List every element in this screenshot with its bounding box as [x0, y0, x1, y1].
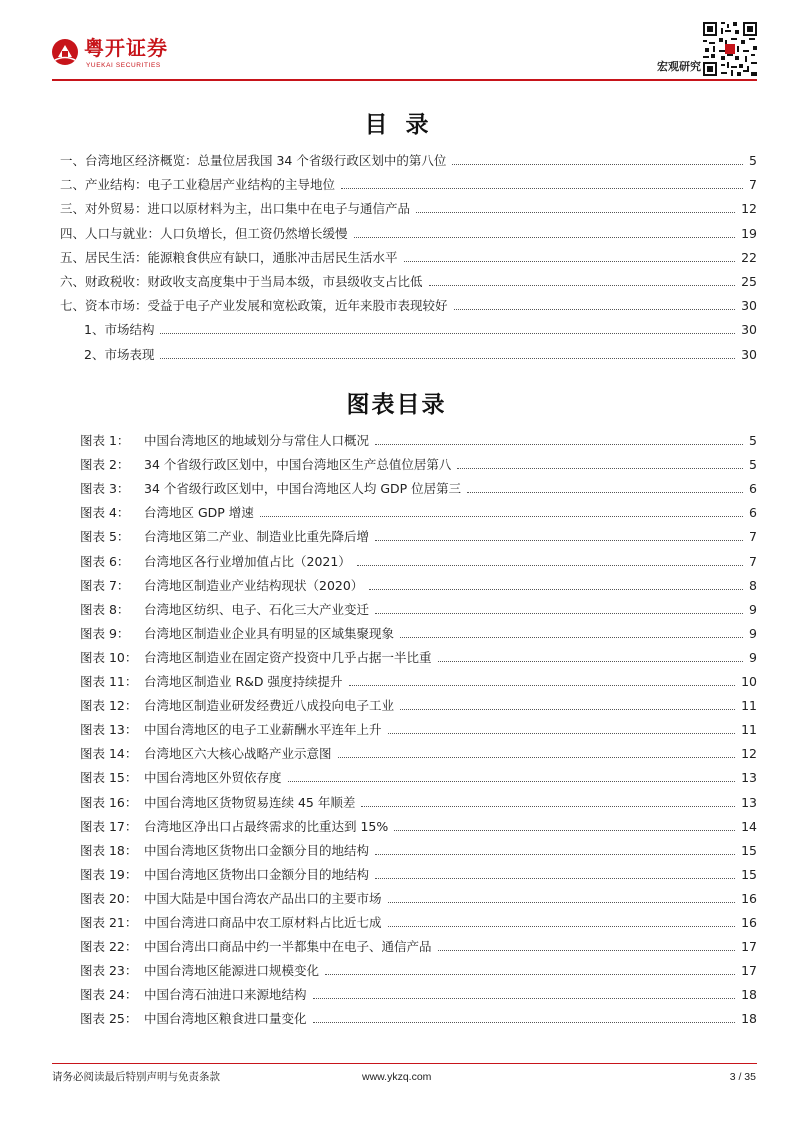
figure-caption: 台湾地区制造业 R&D 强度持续提升 [144, 674, 343, 689]
figure-entry-page: 7 [749, 553, 757, 569]
figure-entry-title [80, 674, 343, 690]
figure-entry[interactable] [80, 626, 757, 642]
leader-dots [438, 660, 744, 662]
leader-dots [400, 636, 743, 638]
toc-entry-title: 六、财政税收：财政收支高度集中于当局本级，市县级收支占比低 [60, 274, 423, 289]
figure-label: 图表 5： [80, 529, 130, 545]
leader-dots [394, 829, 735, 831]
figure-entry[interactable] [80, 1011, 757, 1027]
figure-caption: 台湾地区第二产业、制造业比重先降后增 [144, 529, 370, 545]
leader-dots [375, 443, 743, 445]
figure-label: 图表 16： [80, 794, 138, 810]
figure-entry-page: 12 [741, 746, 757, 762]
figure-label: 图表 17： [80, 818, 138, 834]
figure-label: 图表 24： [80, 987, 138, 1003]
figure-label: 图表 9： [80, 625, 130, 641]
figure-entry[interactable] [80, 915, 757, 931]
toc-subentry-title: 2、市场表现 [84, 346, 155, 362]
figure-entry-title [80, 626, 394, 642]
figure-entry[interactable] [80, 578, 757, 594]
figure-entry-page: 11 [741, 722, 757, 738]
leader-dots [260, 515, 743, 517]
figure-entry-title [80, 867, 369, 883]
figure-label: 图表 8： [80, 601, 130, 617]
figure-entry-page: 15 [741, 866, 757, 882]
figure-entry-title [80, 650, 432, 666]
figure-caption: 台湾地区制造业产业结构现状（2020） [144, 577, 364, 593]
figure-caption: 台湾地区净出口占最终需求的比重达到 15% [144, 818, 389, 834]
toc-subentry-page: 30 [741, 322, 757, 338]
figure-entry-page: 5 [749, 433, 757, 448]
figure-caption: 台湾地区制造业在固定资产投资中几乎占据一半比重 [144, 649, 432, 665]
figure-entry-title [80, 529, 369, 545]
figure-label: 图表 19： [80, 866, 138, 882]
figure-entry-title [80, 698, 394, 714]
figure-entry-title [80, 843, 369, 859]
figure-caption: 中国台湾地区外贸依存度 [144, 770, 282, 786]
toc-entry-title: 五、居民生活：能源粮食供应有缺口，通胀冲击居民生活水平 [60, 249, 398, 265]
toc-entry[interactable] [60, 153, 757, 169]
toc-entry-title: 四、人口与就业：人口负增长，但工资仍然增长缓慢 [60, 225, 348, 241]
leader-dots [375, 612, 743, 614]
header-divider [52, 79, 757, 81]
leader-dots [313, 997, 736, 999]
toc-entry-title: 一、台湾地区经济概览：总量位居我国 34 个省级行政区划中的第八位 [60, 153, 447, 168]
figure-entry[interactable] [80, 987, 757, 1003]
figure-caption: 34 个省级行政区划中，中国台湾地区人均 GDP 位居第三 [144, 481, 462, 497]
figure-entry-title [80, 602, 369, 618]
toc-entry[interactable] [60, 177, 757, 193]
qr-code-icon [703, 22, 757, 76]
figure-caption: 中国台湾地区的电子工业薪酬水平连年上升 [144, 722, 382, 738]
figure-caption: 中国台湾地区的地域划分与常住人口概况 [144, 433, 370, 448]
leader-dots [160, 357, 735, 359]
figure-label: 图表 6： [80, 553, 130, 569]
figure-caption: 台湾地区制造业研发经费近八成投向电子工业 [144, 698, 395, 714]
figure-caption: 中国台湾地区货物出口金额分目的地结构 [144, 842, 370, 858]
toc-entry-page: 30 [741, 298, 757, 314]
toc-entry-page: 7 [749, 177, 757, 193]
figure-label: 图表 12： [80, 698, 138, 714]
figure-entry-page: 13 [741, 794, 757, 810]
figure-label: 图表 14： [80, 746, 138, 762]
toc-subentry[interactable] [84, 322, 757, 338]
leader-dots [452, 163, 743, 165]
figure-entry-title [80, 554, 351, 570]
figure-label: 图表 11： [80, 674, 138, 689]
leader-dots [400, 708, 735, 710]
leader-dots [388, 732, 736, 734]
figure-entry-page: 16 [741, 915, 757, 930]
figure-label: 图表 25： [80, 1011, 138, 1027]
figure-caption: 中国台湾地区能源进口规模变化 [144, 963, 320, 979]
leader-dots [369, 588, 743, 590]
figure-entry[interactable] [80, 554, 757, 570]
figure-entry[interactable] [80, 722, 757, 738]
figure-entry-title [80, 722, 382, 738]
figures-heading: 图表目录 [346, 392, 447, 418]
figure-entry-title [80, 481, 461, 497]
figure-label: 图表 18： [80, 842, 138, 858]
figure-entry-page: 18 [741, 1011, 757, 1027]
figure-entry[interactable] [80, 867, 757, 883]
logo-text-cn: 粤开证券 [84, 36, 168, 60]
leader-dots [341, 187, 743, 189]
leader-dots [416, 211, 735, 213]
figure-entry-page: 9 [749, 649, 757, 665]
figure-entry[interactable] [80, 891, 757, 907]
figure-entry-page: 6 [749, 505, 757, 521]
figure-entry-title [80, 819, 388, 835]
figure-label: 图表 10： [80, 649, 138, 665]
figure-entry-page: 8 [749, 577, 757, 593]
figure-entry[interactable] [80, 819, 757, 835]
figure-entry-title [80, 457, 451, 473]
figure-entry-page: 13 [741, 770, 757, 786]
figure-label: 图表 7： [80, 577, 130, 593]
figure-label: 图表 3： [80, 481, 130, 497]
toc-entry-page: 19 [741, 225, 757, 241]
figure-entry-title [80, 770, 282, 786]
leader-dots [375, 539, 743, 541]
figure-label: 图表 22： [80, 939, 138, 955]
figure-label: 图表 4： [80, 505, 130, 521]
figure-entry-title [80, 939, 432, 955]
toc-entry[interactable] [60, 274, 757, 290]
toc-entry-title: 二、产业结构：电子工业稳居产业结构的主导地位 [60, 177, 336, 193]
figure-entry-title [80, 746, 332, 762]
figure-entry[interactable] [80, 505, 757, 521]
toc-entry-title: 七、资本市场：受益于电子产业发展和宽松政策，近年来股市表现较好 [60, 298, 448, 314]
figure-entry[interactable] [80, 674, 757, 690]
leader-dots [313, 1021, 736, 1023]
leader-dots [438, 949, 736, 951]
leader-dots [325, 973, 735, 975]
figure-entry-page: 5 [749, 457, 757, 473]
figure-label: 图表 1： [80, 433, 130, 448]
figure-entry[interactable] [80, 457, 757, 473]
figure-caption: 中国台湾地区货物贸易连续 45 年顺差 [144, 794, 356, 810]
figure-label: 图表 13： [80, 722, 138, 738]
figure-entry[interactable] [80, 795, 757, 811]
leader-dots [288, 780, 736, 782]
figure-entry-page: 9 [749, 625, 757, 641]
leader-dots [361, 805, 735, 807]
figure-entry-page: 18 [741, 987, 757, 1003]
toc-entry-page: 12 [741, 201, 757, 217]
figure-entry-title [80, 433, 369, 449]
figure-label: 图表 23： [80, 963, 138, 979]
figure-entry[interactable] [80, 602, 757, 618]
website-link[interactable]: www.ykzq.com [362, 1071, 432, 1083]
footer-divider [52, 1063, 757, 1064]
figure-entry[interactable] [80, 433, 757, 449]
leader-dots [429, 284, 736, 286]
leader-dots [160, 332, 735, 334]
toc-entry[interactable] [60, 201, 757, 217]
leader-dots [354, 236, 736, 238]
figure-entry-page: 17 [741, 939, 757, 955]
figure-entry[interactable] [80, 650, 757, 666]
figure-caption: 中国台湾地区粮食进口量变化 [144, 1011, 307, 1027]
leader-dots [457, 467, 743, 469]
figure-entry-title [80, 1011, 307, 1027]
figure-entry-page: 15 [741, 842, 757, 858]
disclaimer-text: 请务必阅读最后特别声明与免责条款 [52, 1071, 220, 1083]
figure-entry[interactable] [80, 939, 757, 955]
figure-caption: 台湾地区六大核心战略产业示意图 [144, 746, 332, 762]
leader-dots [375, 877, 735, 879]
report-type-label: 宏观研究 [657, 60, 701, 73]
figure-entry-page: 16 [741, 890, 757, 906]
figure-label: 图表 2： [80, 457, 130, 473]
figure-entry-title [80, 915, 382, 931]
figure-caption: 台湾地区纺织、电子、石化三大产业变迁 [144, 601, 370, 617]
toc-subentry-page: 30 [741, 346, 757, 362]
leader-dots [338, 756, 736, 758]
figure-entry-page: 14 [741, 818, 757, 834]
figure-entry[interactable] [80, 770, 757, 786]
page-indicator: 3 / 35 [729, 1071, 756, 1083]
toc-entry-page: 25 [741, 274, 757, 289]
figure-entry[interactable] [80, 746, 757, 762]
figure-label: 图表 20： [80, 890, 138, 906]
leader-dots [388, 901, 736, 903]
figure-caption: 台湾地区各行业增加值占比（2021） [144, 553, 351, 569]
figure-entry-page: 17 [741, 963, 757, 979]
figure-caption: 台湾地区制造业企业具有明显的区域集聚现象 [144, 625, 395, 641]
figure-caption: 中国台湾进口商品中农工原材料占比近七成 [144, 915, 382, 930]
figure-entry-title [80, 963, 319, 979]
toc-subentry-title: 1、市场结构 [84, 322, 155, 338]
toc-entry-page: 5 [749, 153, 757, 168]
toc-entry[interactable] [60, 250, 757, 266]
leader-dots [375, 853, 735, 855]
figure-entry-page: 7 [749, 529, 757, 545]
toc-entry[interactable] [60, 226, 757, 242]
leader-dots [349, 684, 736, 686]
figure-entry[interactable] [80, 481, 757, 497]
figure-caption: 中国台湾地区货物出口金额分目的地结构 [144, 866, 370, 882]
leader-dots [404, 260, 736, 262]
yuekai-logo-icon [51, 38, 79, 66]
leader-dots [388, 925, 736, 927]
figure-caption: 34 个省级行政区划中，中国台湾地区生产总值位居第八 [144, 457, 452, 473]
toc-entry-title: 三、对外贸易：进口以原材料为主，出口集中在电子与通信产品 [60, 201, 411, 217]
toc-subentry[interactable] [84, 347, 757, 363]
figure-caption: 中国台湾石油进口来源地结构 [144, 987, 307, 1003]
figure-entry[interactable] [80, 963, 757, 979]
figure-label: 图表 15： [80, 770, 138, 786]
figure-entry-title [80, 987, 307, 1003]
figure-entry-title [80, 795, 355, 811]
figure-entry[interactable] [80, 698, 757, 714]
logo-text-en: YUEKAI SECURITIES [86, 62, 161, 69]
leader-dots [467, 491, 743, 493]
figure-entry[interactable] [80, 843, 757, 859]
figure-entry[interactable] [80, 529, 757, 545]
figure-entry-title [80, 891, 382, 907]
figure-entry-page: 11 [741, 698, 757, 714]
figure-entry-title [80, 505, 254, 521]
toc-entry-page: 22 [741, 249, 757, 265]
toc-entry[interactable] [60, 298, 757, 314]
toc-heading: 目录 [364, 112, 447, 138]
figure-caption: 台湾地区 GDP 增速 [144, 505, 254, 521]
figure-entry-title [80, 578, 363, 594]
figure-entry-page: 9 [749, 601, 757, 617]
figure-caption: 中国台湾出口商品中约一半都集中在电子、通信产品 [144, 939, 432, 955]
figure-entry-page: 10 [741, 674, 757, 689]
figure-label: 图表 21： [80, 915, 138, 930]
leader-dots [357, 564, 743, 566]
figure-caption: 中国大陆是中国台湾农产品出口的主要市场 [144, 890, 382, 906]
leader-dots [454, 308, 736, 310]
figure-entry-page: 6 [749, 481, 757, 497]
